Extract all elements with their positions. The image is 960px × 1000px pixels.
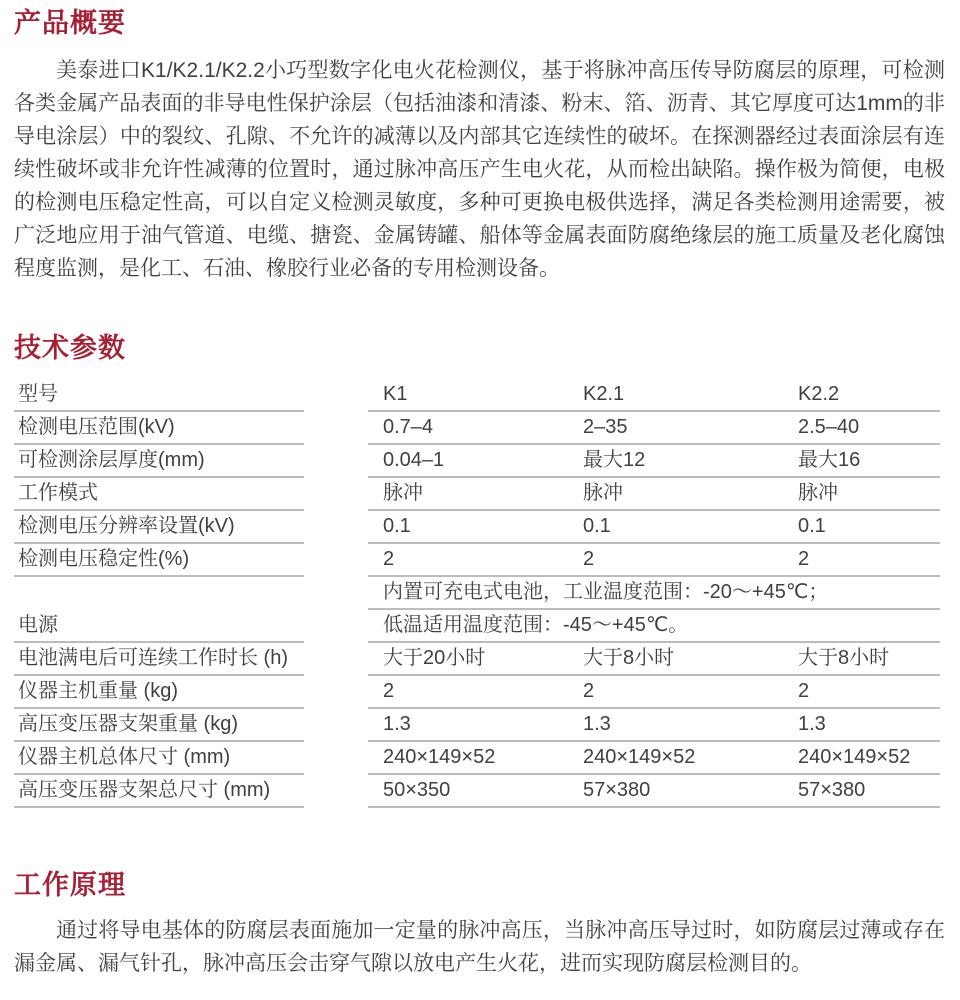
spec-label: 检测电压范围(kV) [14,412,304,445]
power-values [368,577,940,643]
spec-value-k1: 0.1 [383,515,411,537]
spec-value-k1: 0.04–1 [383,449,445,471]
spec-gap [304,445,368,478]
spec-row-host-size [14,742,940,775]
spec-label-power: 电源 [14,577,304,643]
specs-heading: 技术参数 [14,333,126,363]
spec-value-k21: 脉冲 [583,482,623,504]
spec-gap [304,775,368,808]
spec-label: 可检测涂层厚度(mm) [14,445,304,478]
overview-paragraph: 美泰进口K1/K2.1/K2.2小巧型数字化电火花检测仪，基于将脉冲高压传导防腐层的原理，可检测各类金属产品表面的非导电性保护涂层（包括油漆和清漆、粉末、箔、沥青、其它厚度可达1mm的非导电涂层）中的裂纹、孔隙、不允许的减薄以及内部其它连续性的破坏。在探测器经过表面涂层有连续性破坏或非允许性减薄的位置时，通过脉冲高压产生电火花，从而检出缺陷。操作极为简便，电极的检测电压稳定性高，可以自定义检测灵敏度，多种可更换电极供选择，满足各类检测用途需要，被广泛地应用于油气管道、电缆、搪瓷、金属铸罐、船体等金属表面防腐绝缘层的施工质量及老化腐蚀程度监测，是化工、石油、橡胶行业必备的专用检测设备。 [14,59,945,280]
spec-label: 型号 [14,379,304,412]
spec-row-model [14,379,940,412]
principle-section [0,870,960,1000]
spec-value-k1: 2 [383,680,395,702]
spec-gap [304,709,368,742]
spec-gap [304,379,368,412]
spec-value-k1: 50×350 [383,779,451,801]
spec-value-k21: 2 [583,548,595,570]
spec-value-k22: 0.1 [798,515,826,537]
spec-value-k21: 0.1 [583,515,611,537]
spec-value-k22: 1.3 [798,713,826,735]
spec-value-k22: 2 [798,548,810,570]
spec-value-k21: 240×149×52 [583,746,696,768]
spec-label: 高压变压器支架重量 (kg) [14,709,304,742]
principle-heading: 工作原理 [14,870,126,900]
spec-value-k22: 2.5–40 [798,416,860,438]
overview-heading: 产品概要 [14,8,126,38]
power-low-temp-line: 低温适用温度范围：-45～+45℃。 [368,610,940,643]
specs-table [14,379,940,808]
spec-value-k22: 脉冲 [798,482,838,504]
spec-value-k22: 240×149×52 [798,746,911,768]
spec-value-k1: 2 [383,548,395,570]
spec-values [368,709,940,742]
principle-paragraph: 通过将导电基体的防腐层表面施加一定量的脉冲高压，当脉冲高压导过时，如防腐层过薄或存在漏金属、漏气针孔，脉冲高压会击穿气隙以放电产生火花，进而实现防腐层检测目的。 [14,919,945,975]
spec-value-k22: 57×380 [798,779,866,801]
spec-gap [304,511,368,544]
spec-values [368,511,940,544]
spec-row-resolution [14,511,940,544]
overview-section [0,8,960,285]
spec-gap [304,412,368,445]
spec-label: 检测电压分辨率设置(kV) [14,511,304,544]
spec-values [368,478,940,511]
spec-label: 仪器主机重量 (kg) [14,676,304,709]
spec-row-battery-duration [14,643,940,676]
spec-value-k1: 0.7–4 [383,416,434,438]
spec-value-k21: 1.3 [583,713,611,735]
spec-values [368,412,940,445]
spec-label: 仪器主机总体尺寸 (mm) [14,742,304,775]
spec-label: 高压变压器支架总尺寸 (mm) [14,775,304,808]
spec-values [368,544,940,577]
spec-value-k21: 2–35 [583,416,628,438]
spec-row-work-mode [14,478,940,511]
spec-value-k22: 大于8小时 [798,647,890,669]
spec-gap [304,676,368,709]
spec-value-k1: K1 [383,383,408,405]
spec-label: 检测电压稳定性(%) [14,544,304,577]
spec-row-stability [14,544,940,577]
spec-value-k21: 2 [583,680,595,702]
spec-value-k21: 最大12 [583,449,646,471]
spec-row-coating-thickness [14,445,940,478]
spec-values [368,775,940,808]
spec-label: 工作模式 [14,478,304,511]
spec-gap [304,544,368,577]
spec-values [368,676,940,709]
spec-label: 电池满电后可连续工作时长 (h) [14,643,304,676]
spec-values [368,445,940,478]
spec-row-transformer-size [14,775,940,808]
spec-row-transformer-weight [14,709,940,742]
spec-value-k1: 1.3 [383,713,411,735]
spec-value-k21: 大于8小时 [583,647,675,669]
spec-value-k22: 2 [798,680,810,702]
spec-value-k21: K2.1 [583,383,625,405]
spec-value-k21: 57×380 [583,779,651,801]
spec-value-k1: 240×149×52 [383,746,496,768]
specs-section [0,333,960,808]
spec-gap [304,643,368,676]
spec-value-k1: 脉冲 [383,482,423,504]
spec-row-power [14,577,940,643]
spec-values [368,742,940,775]
spec-row-host-weight [14,676,940,709]
spec-row-voltage-range [14,412,940,445]
spec-gap [304,742,368,775]
power-battery-line: 内置可充电式电池，工业温度范围：-20～+45℃； [368,577,940,610]
spec-value-k22: 最大16 [798,449,861,471]
spec-values [368,643,940,676]
spec-value-k1: 大于20小时 [383,647,486,669]
spec-values [368,379,940,412]
spec-value-k22: K2.2 [798,383,840,405]
spec-gap [304,478,368,511]
